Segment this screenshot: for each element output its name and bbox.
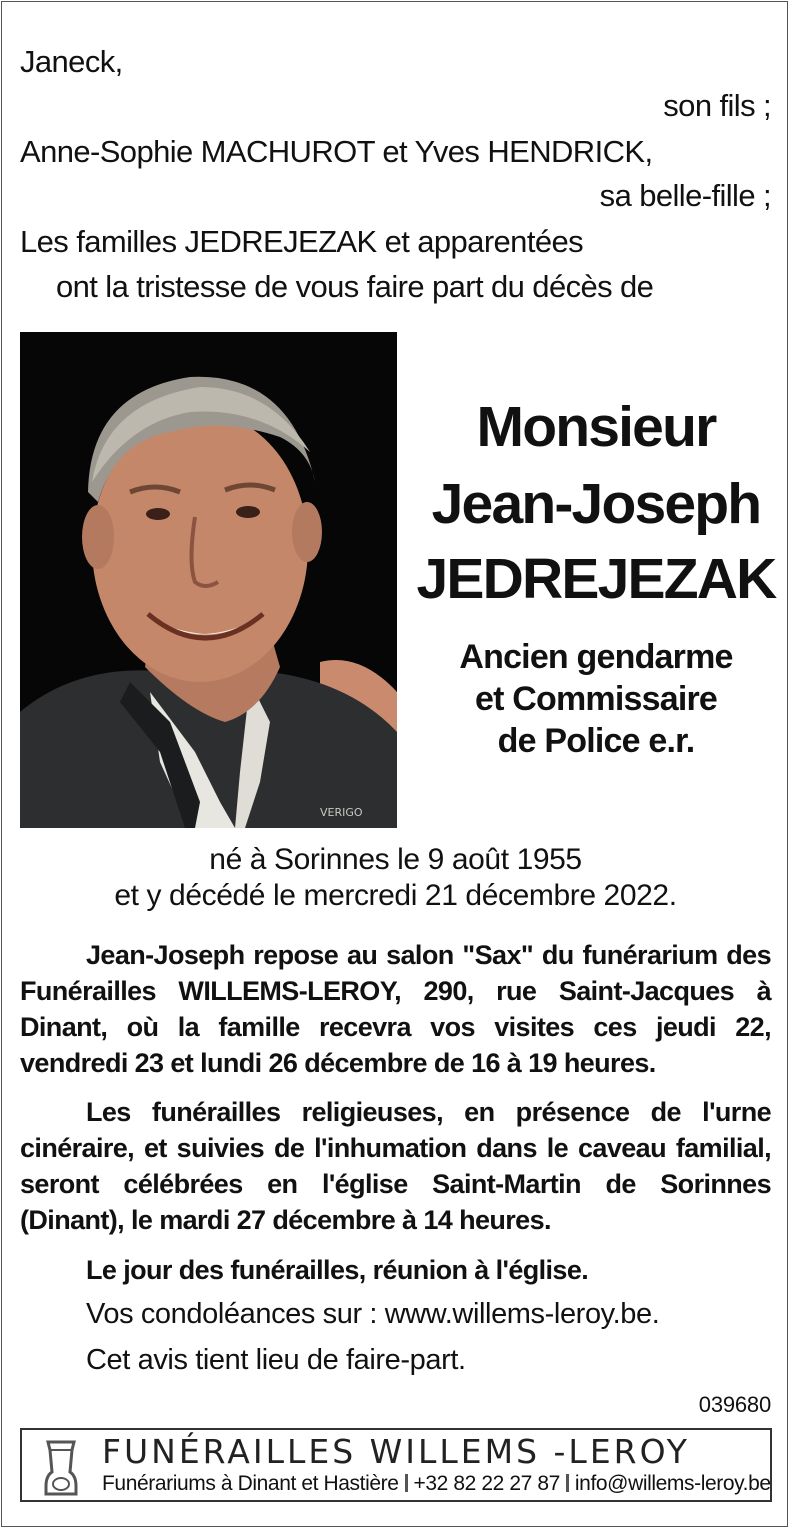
condolences-note: Vos condoléances sur : www.willems-leroy.be.	[86, 1298, 660, 1330]
intro-families: Les familles JEDREJEZAK et apparentées	[20, 224, 584, 259]
notice-note: Cet avis tient lieu de faire-part.	[86, 1344, 466, 1376]
funeral-home-locations: Funérariums à Dinant et Hastière	[102, 1472, 399, 1495]
portrait-illustration	[20, 332, 397, 828]
funeral-paragraph	[20, 1094, 771, 1238]
birth-date: né à Sorinnes le 9 août 1955	[209, 843, 582, 876]
death-date: et y décédé le mercredi 21 décembre 2022.	[114, 879, 677, 912]
intro-daughter-in-law-relation: sa belle-fille ;	[599, 178, 771, 213]
intro-announcement: ont la tristesse de vous faire part du décès de	[56, 269, 654, 304]
svg-text:VERIGO: VERIGO	[320, 806, 363, 819]
separator	[405, 1474, 408, 1492]
intro-daughter-in-law-name: Anne-Sophie MACHUROT et Yves HENDRICK,	[20, 134, 653, 169]
meeting-note: Le jour des funérailles, réunion à l'église.	[86, 1255, 589, 1285]
deceased-title-line-2: et Commissaire	[474, 680, 718, 718]
separator	[566, 1474, 569, 1492]
deceased-title-line-3: de Police e.r.	[497, 722, 695, 760]
funeral-text: Les funérailles religieuses, en présence de l'urne cinéraire, et suivies de l'inhumation dans le caveau familial, seront célébrées en l'église Saint-Martin de Sorinnes (Dinant), le mardi 27 décembre à 14 heures.	[20, 1097, 771, 1235]
portrait-photo	[20, 332, 397, 828]
visitation-text: Jean-Joseph repose au salon "Sax" du funérarium des Funérailles WILLEMS-LEROY, 290, rue Saint-Jacques à Dinant, où la famille recevra vos visites ces jeudi 22, vendredi 23 et lundi 26 décembre de 16 à 19 heures.	[20, 940, 771, 1078]
reference-number: 039680	[698, 1392, 771, 1417]
deceased-title-line-1: Ancien gendarme	[459, 638, 733, 676]
funeral-home-email[interactable]: info@willems-leroy.be	[574, 1472, 771, 1495]
funeral-home-footer	[20, 1428, 772, 1502]
urn-logo-icon	[36, 1436, 86, 1498]
visitation-paragraph	[20, 937, 771, 1081]
intro-son-name: Janeck,	[20, 44, 123, 79]
intro-son-relation: son fils ;	[663, 88, 771, 123]
deceased-last-name: JEDREJEZAK	[416, 547, 776, 611]
deceased-first-name: Jean-Joseph	[431, 472, 761, 536]
funeral-home-brand: FUNÉRAILLES WILLEMS -LEROY	[102, 1432, 690, 1471]
funeral-home-contact	[102, 1472, 771, 1496]
deceased-salutation: Monsieur	[476, 395, 716, 459]
funeral-home-phone[interactable]: +32 82 22 27 87	[413, 1472, 560, 1495]
